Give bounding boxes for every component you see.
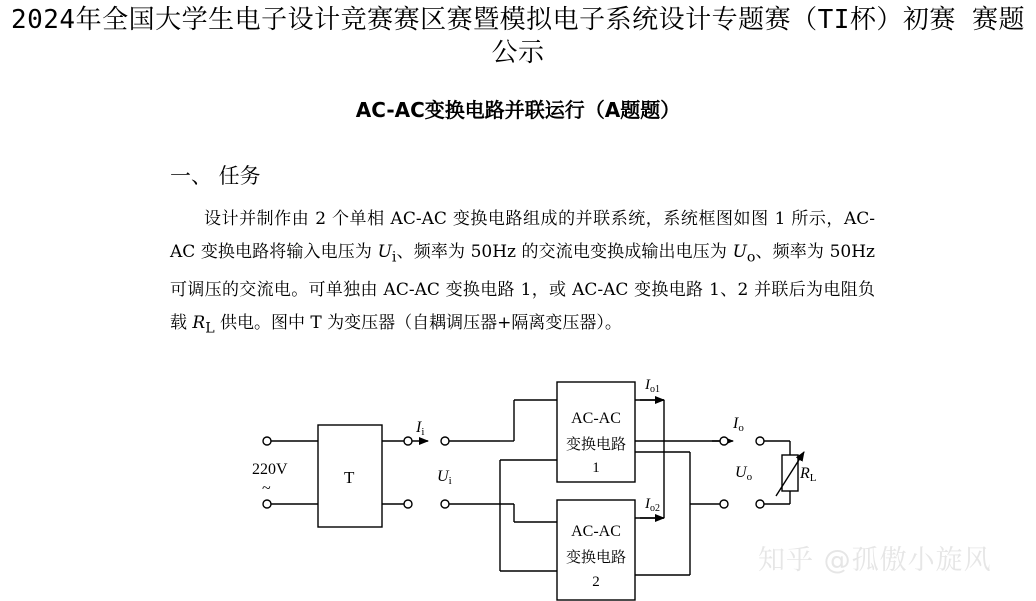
ui-symbol: U (377, 242, 392, 262)
converter-1-label-3: 1 (592, 460, 600, 476)
uo-symbol: U (732, 242, 747, 262)
io1-symbol: I (645, 377, 650, 393)
converter-2-label-1: AC-AC (571, 523, 621, 540)
uo-terminal (756, 437, 764, 445)
uo-terminal (720, 437, 728, 445)
converter-2-label-3: 2 (592, 574, 600, 590)
problem-title: AC-AC变换电路并联运行（A题题） (355, 98, 681, 122)
load-label (799, 465, 817, 484)
source-terminal-bottom (263, 500, 271, 508)
paragraph-text: 设计并制作由 2 个单相 AC-AC 变换电路组成的并联系统，系统框图如图 1 所示，AC-AC 变换电路将输入电压为 (170, 209, 875, 262)
ii-symbol: I (416, 419, 422, 436)
ui-terminal (441, 437, 449, 445)
ui-terminal (404, 500, 412, 508)
uo-terminal (756, 500, 764, 508)
source-terminal-top (263, 437, 271, 445)
io2-subscript: o2 (650, 503, 660, 514)
paragraph-text: 、频率为 50Hz 的交流电变换成输出电压为 (396, 242, 733, 262)
rl-diagram-subscript: L (809, 472, 817, 484)
source-ac-symbol: ~ (262, 480, 271, 497)
ui-terminal (404, 437, 412, 445)
converter-2-label-2: 变换电路 (565, 550, 627, 566)
ui-diagram-subscript: i (448, 475, 452, 487)
input-voltage-label (437, 468, 452, 487)
paragraph-text: 、频率为 50Hz 可调压的交流电。可单独由 AC-AC 变换电路 1，或 AC-AC 变换电路 1、2 并联后为电阻负载 (170, 242, 876, 334)
transformer-label: T (344, 468, 355, 487)
page-title: 2024年全国大学生电子设计竞赛赛区赛暨模拟电子系统设计专题赛（TI杯）初赛 赛题公示 (10, 5, 1026, 68)
io2-symbol: I (645, 496, 650, 512)
rl-diagram-symbol: R (800, 465, 810, 482)
io2-label (644, 496, 660, 514)
io1-label (644, 377, 660, 395)
io1-subscript: o1 (650, 384, 660, 395)
uo-diagram-subscript: o (746, 471, 753, 483)
ui-subscript: i (391, 249, 397, 266)
ii-subscript: i (421, 426, 425, 438)
output-voltage-label (735, 464, 753, 483)
source-voltage-label: 220V (252, 461, 288, 478)
input-current-label (415, 419, 424, 438)
converter-1-label-2: 变换电路 (565, 437, 627, 453)
rl-symbol: R (192, 313, 206, 334)
uo-subscript: o (746, 249, 756, 266)
watermark: 知乎 @孤傲小旋风 (758, 545, 992, 576)
section-heading: 一、 任务 (170, 164, 261, 188)
io-subscript: o (738, 422, 744, 434)
ui-diagram-symbol: U (437, 468, 449, 485)
converter-1-label-1: AC-AC (571, 410, 621, 427)
uo-terminal (720, 500, 728, 508)
rl-subscript: L (205, 320, 215, 337)
io-symbol: I (733, 415, 739, 432)
output-current-label (732, 415, 744, 434)
ui-terminal (441, 500, 449, 508)
uo-diagram-symbol: U (735, 464, 747, 481)
paragraph-text: 供电。图中 T 为变压器（自耦调压器+隔离变压器）。 (214, 313, 622, 334)
